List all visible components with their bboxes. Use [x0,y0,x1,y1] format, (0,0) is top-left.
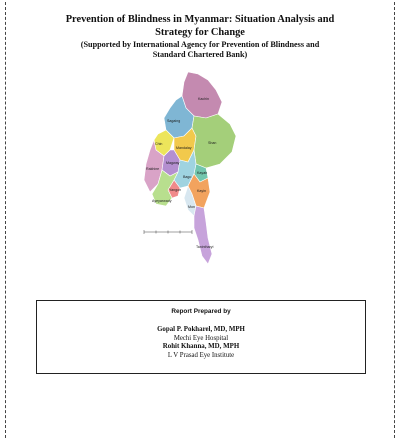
label-tanintharyi: Tanintharyi [196,245,214,249]
label-magway: Magway [166,161,180,165]
region-tanintharyi [194,206,212,264]
subtitle-line-1: (Supported by International Agency for Prevention of Blindness and [80,40,320,49]
author-1-institution: Mechi Eye Hospital [173,334,229,342]
report-heading: Report Prepared by [171,308,231,315]
label-sagaing: Sagaing [167,119,181,123]
label-ayeyarwady: Ayeyarwady [152,199,172,203]
label-chin: Chin [155,142,163,146]
report-prepared-box [36,300,366,374]
map-scale-bar [144,230,192,234]
label-kachin: Kachin [198,97,209,101]
label-mon: Mon [188,205,195,209]
title-line-2: Strategy for Change [155,26,245,38]
title-block [0,14,400,60]
label-mandalay: Mandalay [176,146,192,150]
label-bago: Bago [183,175,192,179]
title-line-1: Prevention of Blindness in Myanmar: Situation Analysis and [65,14,335,25]
label-rakhine: Rakhine [146,167,160,171]
label-shan: Shan [208,141,217,145]
label-kayah: Kayah [197,171,208,175]
document-subtitle [0,40,400,60]
subtitle-line-2: Standard Chartered Bank) [152,50,248,59]
author-1-name: Gopal P. Pokharel, MD, MPH [157,326,245,333]
myanmar-map-svg [136,70,246,270]
label-kayin: Kayin [197,189,206,193]
label-yangon: Yangon [169,188,182,192]
author-2-name: Rohit Khanna, MD, MPH [162,343,240,350]
author-2-institution: L V Prasad Eye Institute [167,351,235,359]
myanmar-map [136,70,246,270]
document-title [0,14,400,39]
